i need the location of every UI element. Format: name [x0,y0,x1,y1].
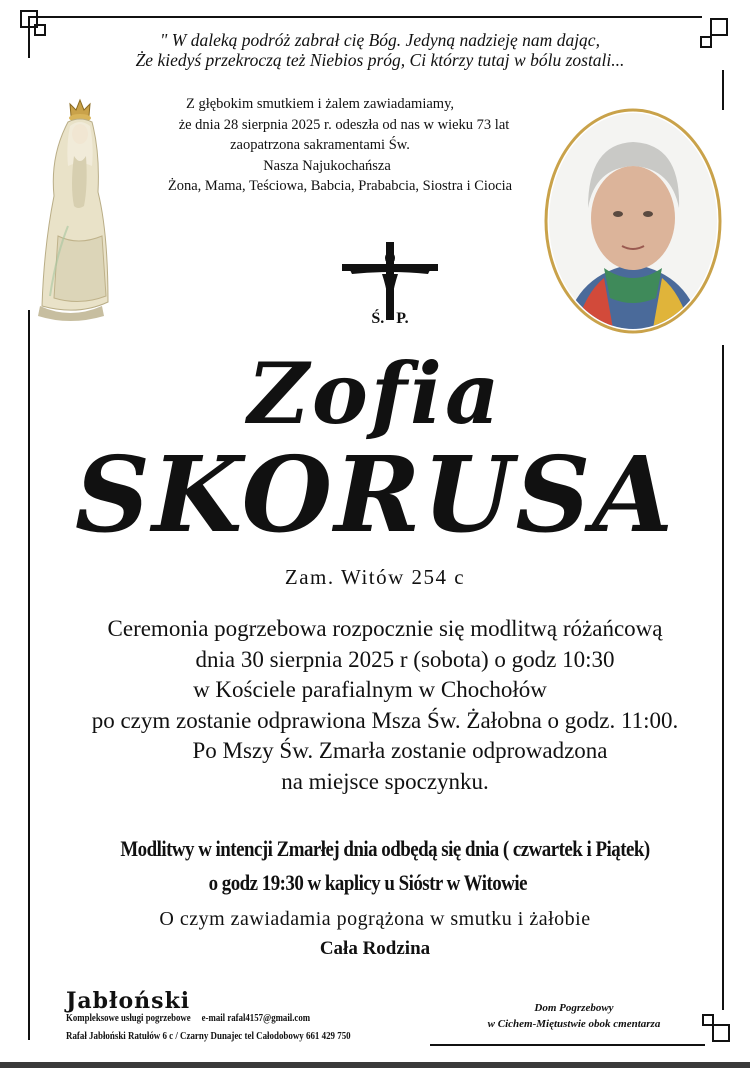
footer-services: Kompleksowe usługi pogrzebowe [66,1013,191,1024]
ceremony-line-6: na miejsce spoczynku. [281,768,489,794]
funeral-home-logo: Jabłoński [66,988,191,1014]
intro-line-4: Nasza Najukochańsza [263,157,391,174]
intro-line-3: zaopatrzona sakramentami Św. [230,137,410,153]
deceased-last-name: SKORUSA [74,433,676,556]
intro-line-5: Żona, Mama, Teściowa, Babcia, Prababcia, Siostra i Ciocia [167,178,513,194]
poem-line-2: Że kiedyś przekroczą też Niebios próg, Ci którzy tutaj w bólu zostali... [135,50,625,70]
frame-bottom-line [430,1044,705,1046]
frame-top-line [28,16,702,18]
funeral-home-ad [66,990,426,1043]
ceremony-line-5: Po Mszy Św. Zmarła zostanie odprowadzona [192,738,608,763]
closing-notice: O czym zawiadamia pogrążona w smutku i żałobie [159,908,591,930]
portrait-photo [544,108,722,334]
intro-line-1: Z głębokim smutkiem i żalem zawiadamiamy, [185,96,455,112]
madonna-statue-image [28,96,110,326]
crucifix-icon [338,240,442,320]
prayer-line-1: Modlitwy w intencji Zmarłej dnia odbędą się dnia ( czwartek i Piątek) [120,836,650,861]
deceased-address: Zam. Witów 254 c [284,565,466,589]
frame-corner-bottom-right [712,1024,730,1042]
frame-corner-bottom-right-inner [702,1014,714,1026]
prayer-line-2: o godz 19:30 w kaplicy u Sióstr w Witowie [208,870,527,895]
frame-right-line [722,70,724,110]
ceremony-line-4: po czym zostanie odprawiona Msza Św. Żałobna o godz. 11:00. [91,707,679,733]
ceremony-line-1: Ceremonia pogrzebowa rozpocznie się modlitwą różańcową [107,616,663,641]
footer-address: Rafał Jabłoński Ratułów 6 c / Czarny Dunajec tel Całodobowy 661 429 750 [66,1031,351,1042]
announcement-intro [120,94,520,197]
closing-signature: Cała Rodzina [319,938,431,959]
funeral-home-location [448,1000,700,1032]
prayer-info [88,832,681,900]
sp-label: Ś. P. [371,310,409,327]
intro-line-2: że dnia 28 sierpnia 2025 r. odeszła od nas w wieku 73 lat [178,116,510,133]
poem-quote [40,30,720,70]
footer-services-row [66,1012,383,1025]
poem-line-1: " W daleką podróż zabrał cię Bóg. Jedyną nadzieję nam dając, [160,30,600,50]
ceremony-line-2: dnia 30 sierpnia 2025 r (sobota) o godz 10:30 [195,646,615,672]
footer-email: e-mail rafal4157@gmail.com [201,1013,311,1024]
bottom-border [0,1062,750,1068]
footer-home-line-1: Dom Pogrzebowy [534,1002,614,1014]
ceremony-details [40,614,730,797]
ceremony-line-3: w Kościele parafialnym w Chochołów [193,677,547,702]
footer-home-line-2: w Cichem-Miętustwie obok cmentarza [487,1018,661,1030]
deceased-first-name: Zofia [247,344,503,443]
